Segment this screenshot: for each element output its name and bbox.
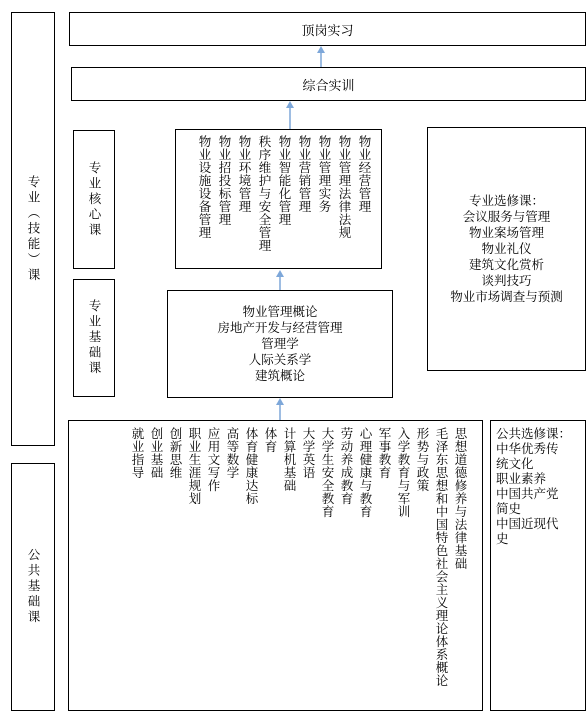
foundation-course: 人际关系学 <box>248 352 312 367</box>
professional-elective-course: 会议服务与管理 <box>462 209 551 224</box>
core-course: 物业环境管理 <box>237 135 252 213</box>
public-course: 计算机基础 <box>282 427 297 492</box>
arrow-core-to-training <box>285 101 295 129</box>
foundation-courses-list <box>217 304 342 384</box>
professional-elective-course: 物业礼仪 <box>481 241 532 256</box>
public-course: 高等数学 <box>225 427 240 479</box>
public-basic-courses-label-box <box>11 463 55 711</box>
foundation-courses-box <box>167 290 393 398</box>
public-elective-line: 中国近现代 <box>496 516 559 531</box>
public-basic-courses-label: 公共基础课 <box>26 548 41 626</box>
core-course: 物业管理法律法规 <box>337 135 352 239</box>
professional-courses-label-box <box>11 12 55 446</box>
professional-elective-course: 谈判技巧 <box>481 273 532 288</box>
core-courses-label-box <box>73 130 115 269</box>
public-course: 应用文写作 <box>206 427 221 492</box>
public-course: 毛泽东思想和中国特色社会主义理论体系概论 <box>434 427 449 687</box>
public-course: 职业生涯规划 <box>187 427 202 505</box>
arrow-training-to-internship <box>316 46 326 67</box>
core-course: 物业管理实务 <box>317 135 332 213</box>
professional-elective-box <box>427 127 586 371</box>
professional-elective-course: 建筑文化赏析 <box>468 257 544 272</box>
public-course: 就业指导 <box>130 427 145 479</box>
public-course: 创业基础 <box>149 427 164 479</box>
foundation-courses-label: 专业基础课 <box>87 299 102 377</box>
public-course: 体育 <box>263 427 278 453</box>
public-course: 思想道德修养与法律基础 <box>453 427 468 570</box>
core-courses-box <box>175 129 382 269</box>
public-course: 劳动养成教育 <box>339 427 354 505</box>
professional-elective-list <box>450 193 563 305</box>
public-elective-line: 简史 <box>496 501 522 516</box>
professional-elective-course: 物业案场管理 <box>468 225 544 240</box>
foundation-courses-label-box <box>73 279 115 397</box>
public-course: 入学教育与军训 <box>396 427 411 518</box>
public-elective-box <box>490 420 586 711</box>
public-course: 心理健康与教育 <box>358 427 373 518</box>
public-elective-line: 中华优秀传 <box>496 441 559 456</box>
core-course: 物业设施设备管理 <box>197 135 212 239</box>
public-elective-line: 史 <box>496 531 509 546</box>
public-course: 创新思维 <box>168 427 183 479</box>
internship-label: 顶岗实习 <box>301 23 354 39</box>
arrow-public-to-foundation <box>275 398 285 420</box>
core-course: 物业营销管理 <box>297 135 312 213</box>
public-course: 大学英语 <box>301 427 316 479</box>
public-elective-line: 职业素养 <box>496 471 547 486</box>
foundation-course: 房地产开发与经营管理 <box>217 320 343 335</box>
professional-elective-title: 专业选修课： <box>468 193 544 208</box>
comprehensive-training-label: 综合实训 <box>302 78 355 94</box>
professional-elective-course: 物业市场调查与预测 <box>450 289 563 304</box>
public-elective-line: 中国共产党 <box>496 486 559 501</box>
foundation-course: 物业管理概论 <box>242 304 318 319</box>
public-course: 大学生安全教育 <box>320 427 335 518</box>
arrow-foundation-to-core <box>275 270 285 290</box>
core-courses-label: 专业核心课 <box>87 160 102 239</box>
public-elective-list <box>496 426 585 546</box>
foundation-course: 建筑概论 <box>254 368 305 383</box>
foundation-course: 管理学 <box>261 336 299 351</box>
public-course: 军事教育 <box>377 427 392 479</box>
core-course: 秩序维护与安全管理 <box>257 135 272 252</box>
core-course: 物业招投标管理 <box>217 135 232 226</box>
professional-courses-label: 专业（技能）课 <box>26 174 41 284</box>
core-course: 物业智能化管理 <box>277 135 292 226</box>
public-elective-line: 统文化 <box>496 456 534 471</box>
internship-box <box>69 12 586 46</box>
public-course: 体育健康达标 <box>244 427 259 505</box>
public-course: 形势与政策 <box>415 427 430 492</box>
core-course: 物业经营管理 <box>357 135 372 213</box>
public-courses-box <box>68 420 483 711</box>
comprehensive-training-box <box>71 67 586 101</box>
public-elective-title: 公共选修课： <box>496 426 572 441</box>
